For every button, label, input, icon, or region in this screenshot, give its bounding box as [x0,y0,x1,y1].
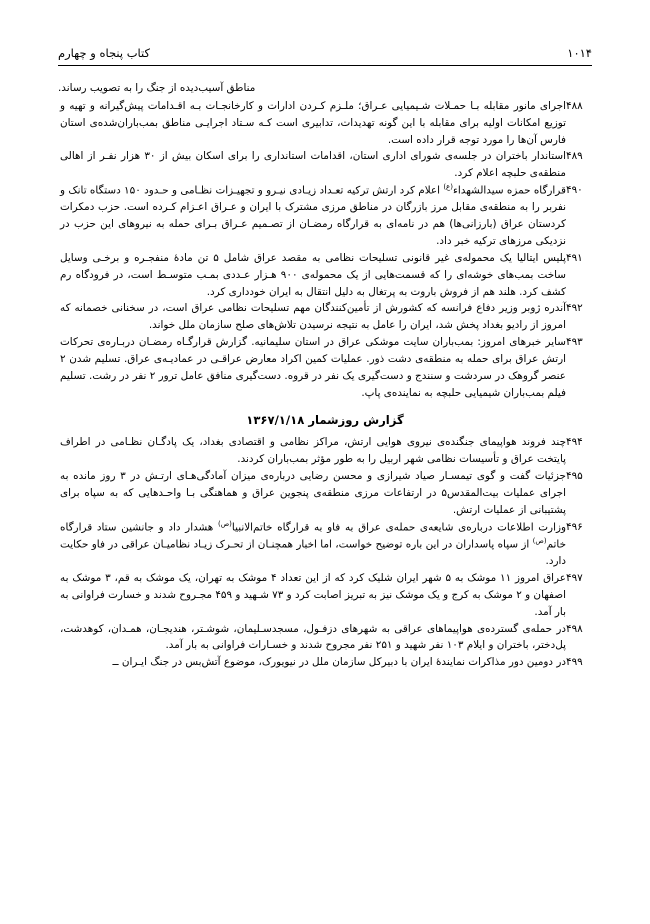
entry-text: چند فروند هواپیمای جنگنده‌ی نیروی هوایی ارتش، مراکز نظامی و اقتصادی بغداد، یک پادگـان نظـامی در اطراف پایتخت عراق و تأسیسات نظامی شهر اربیل را به طور مؤثر بمب‌باران کردند. [60,436,566,466]
list-item [58,98,592,149]
entry-text: پلیس ایتالیا یک محموله‌ی غیر قانونی تسلیحات نظامی به مقصد عراق شامل ۵ تن مادهٔ منفجـره و برخـی وسایل ساخت بمب‌های خوشه‌ای را که قسمت‌هایی از یک محموله‌ی ۹۰۰ هـزار عـددی بمـب متوسـط است، در فرودگاه رم کشف کرد. هلند هم از فروش باروت به پرتغال به دلیل انتقال به ایران خودداری کرد. [60,251,566,298]
entry-text: سایر خبرهای امروز: بمب‌باران سایت موشکی عراق در استان سلیمانیه. گزارش قرارگـاه رمضـان دربـاره‌ی تحرکات ارتش عراق برای حمله به منطقه‌ی دشت ذور. عملیات کمین اکراد معارض عراقـی در عمادیـه‌ی عراق. تسلیم شدن ۲ عنصر گروهک در سردشت و سنندج و دست‌گیری یک نفر در قروه. دست‌گیری منافق عامل ترور ۲ نفر در رشت. تسلیم فیلم بمب‌باران شیمیایی حلبچه به نماینده‌ی پاپ. [60,336,566,399]
entry-number: ۴۸۹ [566,150,583,163]
section-heading: گزارش روزشمار ۱۳۶۷/۱/۱۸ [246,412,404,427]
list-item [58,334,592,401]
entry-text: عراق امروز ۱۱ موشک به ۵ شهر ایران شلیک کرد که از این تعداد ۴ موشک به تهران، یک موشک به قم، ۳ موشک به اصفهان و ۲ موشک به کرج و یک موشک نیز به تبریز اصابت کرد و ۷۳ شـهید و ۴۵۹ مجـروح شدند و خسارت فراوانی به بار آمد. [60,571,566,618]
list-item [58,434,592,468]
entry-text: در دومین دور مذاکرات نمایندهٔ ایران با دبیرکل سازمان ملل در نیویورک، موضوع آتش‌بس در جنگ ایـران ــ [112,656,566,669]
list-item [58,148,592,182]
entry-number: ۴۹۹ [566,656,583,669]
entry-number: ۴۹۸ [566,622,583,635]
continuation-line: مناطق آسیب‌دیده از جنگ را به تصویب رساند. [58,82,256,94]
entry-list-1 [58,98,592,402]
list-item [58,621,592,655]
entry-text: قرارگاه حمزه سیدالشهداء$^{(ع)}$ اعلام کرد ارتش ترکیه تعـداد زیـادی نیـرو و تجهیـزات نظـامی و حـدود ۱۵۰ دستگاه تانک و نفربر را به منطقه‌ی مقابل مرز بازرگان در مناطق مرزی مشترک با ایران و عـراق اعـزام کـرده است. حزب دمکرات کردستان عراق (بارزانی‌ها) هم در نامه‌ای به قرارگاه رمضـان از تصـمیم عـراق بـرای حمله به نیروهای این حزب در نزدیکی مرزهای ترکیه خبر داد. [60,183,567,248]
list-item [58,250,592,301]
entry-text: استاندار باختران در جلسه‌ی شورای اداری استان، اقدامات استانداری را برای اسکان بیش از ۳۰ هزار نفـر از اهالی منطقه‌ی حلبچه اعلام کرد. [60,150,566,180]
entry-number: ۴۹۴ [566,436,583,449]
entry-text: آندره ژوبر وزیر دفاع فرانسه که کشورش از تأمین‌کنندگان مهم تسلیحات نظامی عراق است، در سخنانی خصمانه که امروز از رادیو بغداد پخش شد، ایران را عامل به نتیجه نرسیدن تلاش‌های صلح سازمان ملل خواند. [60,302,566,332]
entry-number: ۴۹۲ [566,302,583,315]
list-item [58,182,592,250]
entry-text: وزارت اطلاعات درباره‌ی شایعه‌ی حمله‌ی عراق به فاو به قرارگاه خاتم‌الانبیا$^{(ص)}$ هشدار داد و جانشین ستاد قرارگاه خاتم$^{(ص)}$ از سپاه پاسداران در این باره توضیح خواست، اما اخبار همچنـان از تحـرک زیـاد نظامیـان عراقی در فاو حکایت دارد. [60,519,566,568]
page-number: ۱۰۱۴ [567,46,592,60]
entry-text: جزئیات گفت و گوی تیمسـار صیاد شیرازی و محسن رضایی درباره‌ی میزان آمادگی‌هـای ارتـش در ۳ روز مانده به اجرای عملیات بیت‌المقدس۵ در ارتفاعات مرزی منطقه‌ی پنجوین عراق و هماهنگی بـا واحـدهایی که به سپاه برای پشتیبانی از عملیات ارتش. [60,469,566,516]
entry-number: ۴۹۷ [566,571,583,584]
entry-number: ۴۹۱ [566,251,583,264]
entry-list-2 [58,434,592,671]
page-header [58,46,592,65]
list-item [58,570,592,621]
entry-text: اجرای مانور مقابله بـا حمـلات شـیمیایی عـراق؛ ملـزم کـردن ادارات و کارخانجـات بـه اقـدامات پیش‌گیرانه و تهیه و توزیع امکانات اولیه برای مقابله با این گونه تهدیدات، تدابیری است کـه سـتاد اجرایـی مناطق بمب‌باران‌شده‌ی استان فارس آن‌ها را مورد توجه قرار داده است. [60,99,566,146]
page-body [58,80,592,671]
entry-number: ۴۹۵ [566,469,583,482]
list-item [58,519,592,570]
entry-number: ۴۹۰ [566,184,583,197]
list-item [58,468,592,519]
list-item [58,300,592,334]
book-title: کتاب پنجاه و چهارم [58,46,151,60]
entry-number: ۴۹۶ [566,520,583,533]
entry-number: ۴۹۳ [566,336,583,349]
header-divider [58,65,592,66]
entry-text: در حمله‌ی گسترده‌ی هواپیماهای عراقی به شهرهای دزفـول، مسجدسـلیمان، شوشـتر، هندیجـان، همـدان، کوهدشت، پل‌دختر، باختران و ایلام ۱۰۳ نفر شهید و ۲۵۱ نفر مجروح شدند و خسـارات فراوانی به بار آمد. [60,622,566,652]
entry-number: ۴۸۸ [566,99,583,112]
list-item [58,654,592,671]
